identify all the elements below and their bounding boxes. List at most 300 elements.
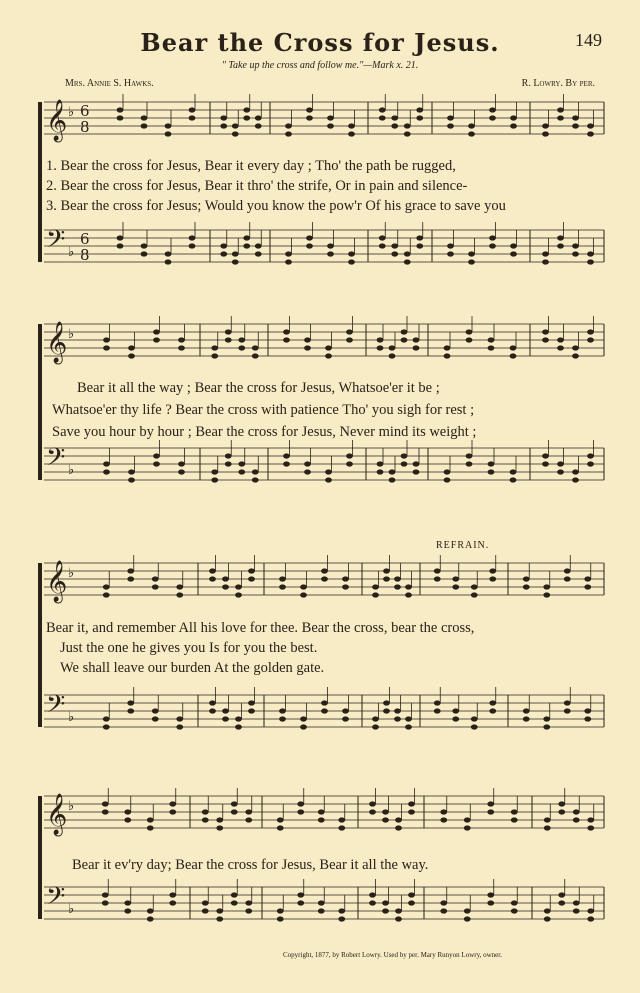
- note-head: [300, 584, 307, 589]
- note-head: [225, 329, 232, 334]
- note-head: [452, 584, 459, 589]
- note-head: [321, 708, 328, 713]
- hymn-number: 149: [575, 30, 602, 50]
- note-head: [252, 477, 259, 482]
- note-head: [434, 576, 441, 581]
- note-head: [416, 235, 423, 240]
- note-head: [169, 900, 176, 905]
- note-head: [202, 809, 209, 814]
- note-head: [564, 576, 571, 581]
- note-head: [468, 131, 475, 136]
- flat-icon: ♭: [68, 105, 75, 120]
- note-head: [408, 809, 415, 814]
- note-head: [383, 576, 390, 581]
- note-head: [543, 716, 550, 721]
- note-head: [394, 708, 401, 713]
- note-head: [557, 107, 564, 112]
- note-head: [248, 576, 255, 581]
- flat-icon: ♭: [68, 566, 75, 581]
- note-head: [342, 576, 349, 581]
- note-head: [587, 123, 594, 128]
- note-head: [169, 801, 176, 806]
- note-head: [489, 107, 496, 112]
- note-head: [466, 453, 473, 458]
- note-head: [510, 251, 517, 256]
- note-head: [222, 584, 229, 589]
- note-head: [285, 123, 292, 128]
- note-head: [178, 345, 185, 350]
- note-head: [127, 576, 134, 581]
- note-head: [252, 469, 259, 474]
- note-head: [117, 107, 124, 112]
- note-head: [169, 809, 176, 814]
- note-head: [141, 123, 148, 128]
- note-head: [243, 235, 250, 240]
- note-head: [222, 708, 229, 713]
- note-head: [564, 568, 571, 573]
- note-head: [103, 584, 110, 589]
- note-head: [304, 461, 311, 466]
- note-head: [202, 900, 209, 905]
- note-head: [225, 461, 232, 466]
- note-head: [405, 724, 412, 729]
- note-head: [471, 716, 478, 721]
- note-head: [573, 900, 580, 905]
- note-head: [127, 708, 134, 713]
- note-head: [255, 123, 262, 128]
- note-head: [277, 817, 284, 822]
- note-head: [557, 243, 564, 248]
- note-head: [297, 809, 304, 814]
- note-head: [245, 900, 252, 905]
- note-head: [572, 477, 579, 482]
- note-head: [382, 817, 389, 822]
- note-head: [103, 337, 110, 342]
- note-head: [489, 243, 496, 248]
- note-head: [153, 453, 160, 458]
- note-head: [543, 592, 550, 597]
- note-head: [377, 345, 384, 350]
- note-head: [383, 708, 390, 713]
- note-head: [487, 809, 494, 814]
- note-head: [318, 900, 325, 905]
- note-head: [544, 817, 551, 822]
- note-head: [318, 908, 325, 913]
- note-head: [238, 469, 245, 474]
- note-head: [225, 337, 232, 342]
- note-head: [471, 584, 478, 589]
- note-head: [283, 337, 290, 342]
- note-head: [377, 337, 384, 342]
- treble-clef-icon: 𝄞: [46, 561, 68, 602]
- note-head: [389, 353, 396, 358]
- note-head: [232, 251, 239, 256]
- note-head: [325, 469, 332, 474]
- note-head: [471, 724, 478, 729]
- note-head: [404, 259, 411, 264]
- note-head: [572, 345, 579, 350]
- note-head: [369, 809, 376, 814]
- note-head: [544, 916, 551, 921]
- note-head: [413, 461, 420, 466]
- note-head: [372, 592, 379, 597]
- note-head: [327, 123, 334, 128]
- note-head: [379, 243, 386, 248]
- note-head: [379, 107, 386, 112]
- note-head: [488, 469, 495, 474]
- note-head: [587, 251, 594, 256]
- note-head: [558, 801, 565, 806]
- note-head: [468, 251, 475, 256]
- note-head: [464, 908, 471, 913]
- treble-clef-icon: 𝄞: [46, 322, 68, 363]
- note-head: [542, 251, 549, 256]
- note-head: [147, 817, 154, 822]
- note-head: [466, 337, 473, 342]
- note-head: [189, 235, 196, 240]
- note-head: [434, 700, 441, 705]
- note-head: [377, 461, 384, 466]
- note-head: [444, 477, 451, 482]
- note-head: [391, 115, 398, 120]
- note-head: [103, 461, 110, 466]
- note-head: [283, 329, 290, 334]
- note-head: [464, 825, 471, 830]
- note-head: [372, 584, 379, 589]
- note-head: [395, 916, 402, 921]
- note-head: [209, 568, 216, 573]
- note-head: [573, 817, 580, 822]
- note-head: [342, 716, 349, 721]
- note-head: [297, 801, 304, 806]
- note-head: [338, 817, 345, 822]
- note-head: [285, 251, 292, 256]
- note-head: [325, 345, 332, 350]
- note-head: [231, 809, 238, 814]
- note-head: [128, 477, 135, 482]
- note-head: [235, 592, 242, 597]
- note-head: [124, 900, 131, 905]
- note-head: [523, 584, 530, 589]
- note-head: [318, 809, 325, 814]
- note-head: [584, 716, 591, 721]
- note-head: [232, 123, 239, 128]
- note-head: [510, 353, 517, 358]
- note-head: [283, 461, 290, 466]
- note-head: [117, 235, 124, 240]
- bass-clef-icon: 𝄢: [46, 690, 66, 725]
- note-head: [488, 337, 495, 342]
- note-head: [176, 592, 183, 597]
- note-head: [447, 243, 454, 248]
- note-head: [587, 916, 594, 921]
- note-head: [252, 353, 259, 358]
- note-head: [178, 337, 185, 342]
- note-head: [342, 584, 349, 589]
- note-head: [587, 453, 594, 458]
- note-head: [510, 243, 517, 248]
- note-head: [255, 243, 262, 248]
- note-head: [127, 568, 134, 573]
- note-head: [389, 469, 396, 474]
- note-head: [389, 477, 396, 482]
- note-head: [434, 568, 441, 573]
- note-head: [176, 724, 183, 729]
- note-head: [304, 337, 311, 342]
- note-head: [573, 908, 580, 913]
- note-head: [391, 123, 398, 128]
- note-head: [248, 700, 255, 705]
- note-head: [557, 337, 564, 342]
- note-head: [202, 908, 209, 913]
- note-head: [300, 716, 307, 721]
- epigraph: " Take up the cross and follow me."—Mark x. 21.: [221, 60, 419, 71]
- note-head: [152, 576, 159, 581]
- note-head: [231, 892, 238, 897]
- note-head: [408, 900, 415, 905]
- note-head: [584, 708, 591, 713]
- note-head: [152, 584, 159, 589]
- note-head: [413, 345, 420, 350]
- note-head: [348, 131, 355, 136]
- note-head: [222, 576, 229, 581]
- note-head: [128, 345, 135, 350]
- note-head: [413, 469, 420, 474]
- note-head: [487, 801, 494, 806]
- note-head: [405, 584, 412, 589]
- flat-icon: ♭: [68, 902, 75, 917]
- note-head: [587, 259, 594, 264]
- note-head: [489, 576, 496, 581]
- note-head: [557, 115, 564, 120]
- note-head: [153, 461, 160, 466]
- note-head: [165, 251, 172, 256]
- note-head: [572, 115, 579, 120]
- note-head: [117, 243, 124, 248]
- note-head: [279, 708, 286, 713]
- note-head: [440, 817, 447, 822]
- lyric-line-s1-v1: 1. Bear the cross for Jesus, Bear it every day ; Tho' the path be rugged,: [46, 158, 456, 174]
- note-head: [127, 700, 134, 705]
- note-head: [153, 329, 160, 334]
- note-head: [178, 461, 185, 466]
- note-head: [413, 337, 420, 342]
- note-head: [165, 259, 172, 264]
- note-head: [542, 259, 549, 264]
- note-head: [189, 243, 196, 248]
- note-head: [297, 892, 304, 897]
- note-head: [542, 131, 549, 136]
- note-head: [389, 345, 396, 350]
- note-head: [102, 801, 109, 806]
- note-head: [306, 243, 313, 248]
- note-head: [394, 584, 401, 589]
- note-head: [369, 892, 376, 897]
- lyric-line-s2-v1: Bear it all the way ; Bear the cross for Jesus, Whatsoe'er it be ;: [77, 380, 440, 396]
- note-head: [128, 353, 135, 358]
- note-head: [584, 584, 591, 589]
- note-head: [327, 251, 334, 256]
- note-head: [416, 107, 423, 112]
- note-head: [377, 469, 384, 474]
- note-head: [558, 892, 565, 897]
- note-head: [338, 825, 345, 830]
- note-head: [523, 576, 530, 581]
- note-head: [165, 131, 172, 136]
- note-head: [248, 708, 255, 713]
- lyric-line-s2-v2: Whatsoe'er thy life ? Bear the cross with patience Tho' you sigh for rest ;: [52, 402, 475, 418]
- lyric-line-s3-v3: We shall leave our burden At the golden gate.: [60, 660, 325, 676]
- note-head: [202, 817, 209, 822]
- note-head: [103, 716, 110, 721]
- note-head: [102, 900, 109, 905]
- note-head: [297, 900, 304, 905]
- treble-clef-icon: 𝄞: [46, 794, 68, 835]
- note-head: [542, 461, 549, 466]
- time-signature-bottom: 8: [80, 118, 90, 136]
- note-head: [103, 724, 110, 729]
- note-head: [542, 337, 549, 342]
- note-head: [235, 724, 242, 729]
- note-head: [452, 708, 459, 713]
- note-head: [382, 900, 389, 905]
- note-head: [489, 568, 496, 573]
- note-head: [141, 251, 148, 256]
- bass-clef-icon: 𝄢: [46, 225, 66, 260]
- note-head: [564, 700, 571, 705]
- note-head: [220, 243, 227, 248]
- note-head: [394, 716, 401, 721]
- note-head: [220, 123, 227, 128]
- note-head: [587, 337, 594, 342]
- note-head: [346, 337, 353, 342]
- note-head: [444, 469, 451, 474]
- note-head: [572, 469, 579, 474]
- flat-icon: ♭: [68, 710, 75, 725]
- note-head: [318, 817, 325, 822]
- note-head: [277, 908, 284, 913]
- note-head: [452, 576, 459, 581]
- note-head: [216, 916, 223, 921]
- note-head: [102, 892, 109, 897]
- note-head: [285, 131, 292, 136]
- note-head: [405, 592, 412, 597]
- note-head: [434, 708, 441, 713]
- note-head: [325, 353, 332, 358]
- note-head: [557, 461, 564, 466]
- note-head: [382, 809, 389, 814]
- note-head: [216, 825, 223, 830]
- lyric-line-s3-v2: Just the one he gives you Is for you the best.: [60, 640, 318, 656]
- note-head: [572, 243, 579, 248]
- note-head: [401, 453, 408, 458]
- note-head: [327, 243, 334, 248]
- note-head: [544, 825, 551, 830]
- note-head: [447, 123, 454, 128]
- note-head: [587, 131, 594, 136]
- note-head: [404, 251, 411, 256]
- lyric-line-s1-v3: 3. Bear the cross for Jesus; Would you know the pow'r Of his grace to save you: [46, 198, 506, 214]
- note-head: [141, 243, 148, 248]
- note-head: [372, 724, 379, 729]
- note-head: [573, 809, 580, 814]
- note-head: [176, 716, 183, 721]
- note-head: [342, 708, 349, 713]
- note-head: [216, 908, 223, 913]
- refrain-label: REFRAIN.: [436, 540, 490, 551]
- note-head: [238, 345, 245, 350]
- note-head: [304, 345, 311, 350]
- note-head: [401, 461, 408, 466]
- note-head: [510, 123, 517, 128]
- note-head: [124, 817, 131, 822]
- note-head: [232, 131, 239, 136]
- note-head: [189, 107, 196, 112]
- note-head: [245, 817, 252, 822]
- note-head: [103, 345, 110, 350]
- note-head: [321, 568, 328, 573]
- lyric-line-s1-v2: 2. Bear the cross for Jesus, Bear it thro' the strife, Or in pain and silence-: [46, 178, 468, 194]
- note-head: [117, 115, 124, 120]
- note-head: [572, 123, 579, 128]
- treble-clef-icon: 𝄞: [46, 100, 68, 141]
- note-head: [543, 584, 550, 589]
- note-head: [489, 235, 496, 240]
- note-head: [147, 908, 154, 913]
- note-head: [543, 724, 550, 729]
- note-head: [408, 892, 415, 897]
- note-head: [464, 916, 471, 921]
- hymn-title: Bear the Cross for Jesus.: [140, 28, 500, 57]
- note-head: [511, 908, 518, 913]
- note-head: [542, 453, 549, 458]
- note-head: [487, 892, 494, 897]
- note-head: [471, 592, 478, 597]
- note-head: [511, 817, 518, 822]
- composer-credit: R. Lowry. By per.: [521, 78, 595, 89]
- note-head: [255, 251, 262, 256]
- note-head: [209, 708, 216, 713]
- note-head: [248, 568, 255, 573]
- note-head: [277, 916, 284, 921]
- lyric-line-s3-v1: Bear it, and remember All his love for thee. Bear the cross, bear the cross,: [46, 620, 475, 636]
- note-head: [488, 461, 495, 466]
- note-head: [440, 900, 447, 905]
- note-head: [447, 251, 454, 256]
- note-head: [444, 353, 451, 358]
- author-credit: Mrs. Annie S. Hawks.: [65, 78, 154, 89]
- note-head: [279, 716, 286, 721]
- note-head: [306, 235, 313, 240]
- note-head: [394, 576, 401, 581]
- note-head: [231, 900, 238, 905]
- note-head: [238, 461, 245, 466]
- note-head: [404, 131, 411, 136]
- note-head: [523, 716, 530, 721]
- note-head: [391, 251, 398, 256]
- note-head: [103, 469, 110, 474]
- note-head: [369, 801, 376, 806]
- note-head: [153, 337, 160, 342]
- note-head: [489, 708, 496, 713]
- note-head: [416, 115, 423, 120]
- note-head: [141, 115, 148, 120]
- note-head: [220, 115, 227, 120]
- note-head: [487, 900, 494, 905]
- time-signature-bottom: 8: [80, 246, 90, 264]
- note-head: [587, 825, 594, 830]
- note-head: [440, 809, 447, 814]
